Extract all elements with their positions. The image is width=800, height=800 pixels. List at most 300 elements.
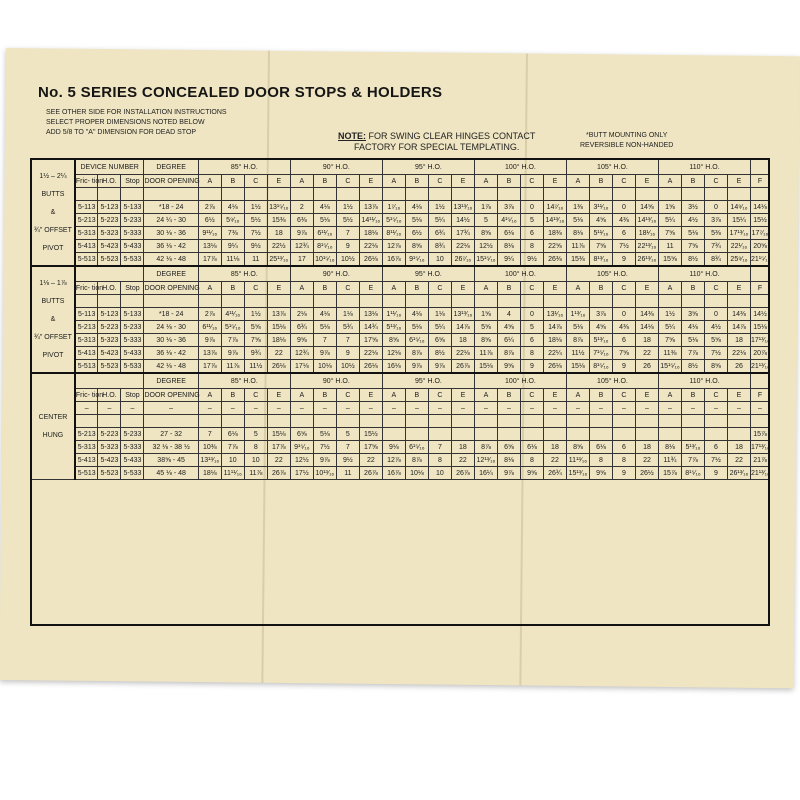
dimension-value: 9⅞	[290, 227, 313, 240]
dimension-value: 15⅛	[474, 360, 497, 374]
dimension-value: 18⅛	[359, 227, 382, 240]
door-opening-value: 45 ⅛ - 48	[144, 467, 198, 480]
table-row	[31, 321, 770, 334]
dimension-value: 13¹⁄₁₆	[543, 308, 566, 321]
spacer-cell	[267, 415, 290, 428]
door-opening-value: 27 - 32	[144, 428, 198, 441]
dimension-letter-header: B	[405, 282, 428, 295]
spacer-cell	[658, 188, 681, 201]
dimension-letter-header: B	[681, 389, 704, 402]
dimension-value: 10½	[336, 253, 359, 267]
dimension-value: 6	[612, 334, 635, 347]
spacer-cell	[612, 295, 635, 308]
dimension-letter-header: C	[704, 175, 727, 188]
spacer-cell: –	[267, 402, 290, 415]
spacer-cell	[336, 188, 359, 201]
spacer-cell	[198, 415, 221, 428]
ho-group-header: 100° H.O.	[474, 266, 566, 282]
dimension-letter-header: A	[566, 389, 589, 402]
dimension-value: 22¼	[543, 347, 566, 360]
dimension-value: 14¾	[359, 321, 382, 334]
table-row	[31, 308, 770, 321]
dimension-value: 4⅛	[313, 308, 336, 321]
spacer-cell	[635, 188, 658, 201]
ho-number: 5-323	[98, 227, 121, 240]
dimension-letter-header: B	[405, 389, 428, 402]
dimension-value: 8⅞	[474, 441, 497, 454]
f-value: 21¹⁵⁄₁₆	[751, 253, 770, 267]
dimension-value: 5¹³⁄₁₆	[382, 321, 405, 334]
f-value: 21¹³⁄₁₆	[751, 360, 770, 374]
dimension-value: 7	[428, 441, 451, 454]
spacer-cell	[497, 188, 520, 201]
dimension-value: 14¹¹⁄₁₆	[359, 214, 382, 227]
spacer-cell: –	[290, 402, 313, 415]
ho-group-header: 95° H.O.	[382, 373, 474, 389]
dimension-letter-header: E	[727, 175, 750, 188]
dimension-value: 10½	[336, 360, 359, 374]
dimension-value: 5¹³⁄₁₆	[681, 441, 704, 454]
dimension-letter-header: A	[566, 175, 589, 188]
dimension-value: 13⅞	[198, 347, 221, 360]
dimension-letter-header: A	[382, 175, 405, 188]
dimension-value: 8⅝	[382, 334, 405, 347]
dimension-value	[635, 428, 658, 441]
dimension-letter-header: A	[474, 282, 497, 295]
dimension-value: 5¼	[428, 321, 451, 334]
dimension-value: 26⁷⁄₁₆	[451, 253, 474, 267]
dimension-value: 14⁹⁄₁₆	[727, 201, 750, 214]
dimension-value: 7½	[704, 347, 727, 360]
dimension-value: 6½	[198, 214, 221, 227]
dimension-value: 3⅝	[681, 308, 704, 321]
dimension-value: 4⅛	[221, 201, 244, 214]
dimension-value: 8⅞	[566, 334, 589, 347]
dimension-value: 1½	[658, 308, 681, 321]
spacer-cell	[382, 188, 405, 201]
dimension-value: 9¼	[497, 253, 520, 267]
dimension-value: 26⅛	[359, 253, 382, 267]
instruction-line: SEE OTHER SIDE FOR INSTALLATION INSTRUCTIONS	[46, 109, 227, 116]
door-opening-value: *18 - 24	[144, 308, 198, 321]
dimension-value: 22⅛	[359, 240, 382, 253]
device-number-header: DEVICE NUMBER	[75, 159, 144, 175]
dimension-value: 8	[520, 454, 543, 467]
spacer-cell	[75, 295, 98, 308]
dimension-value: 22	[267, 454, 290, 467]
dimension-value: 22	[451, 454, 474, 467]
ho-group-header: 85° H.O.	[198, 159, 290, 175]
dimension-value: 9⅝	[589, 467, 612, 480]
dimension-value: 26⅜	[543, 253, 566, 267]
dimension-value: 8½	[681, 360, 704, 374]
spacer-cell	[405, 415, 428, 428]
ho-group-header: 85° H.O.	[198, 266, 290, 282]
table-row	[31, 441, 770, 454]
spacer-cell	[497, 295, 520, 308]
ho-group-header: 100° H.O.	[474, 373, 566, 389]
spacer-cell	[612, 188, 635, 201]
dimension-value: 8	[244, 441, 267, 454]
dimension-value: 13⅛	[359, 308, 382, 321]
dimension-value: 5½	[336, 214, 359, 227]
spacer-cell: –	[75, 402, 98, 415]
dimension-value: 8	[520, 347, 543, 360]
spacer-cell: –	[144, 402, 198, 415]
spacer-cell: –	[313, 402, 336, 415]
dimension-value: 0	[612, 308, 635, 321]
spacer-cell	[267, 295, 290, 308]
spacer-cell	[382, 295, 405, 308]
stop-header: Stop	[121, 389, 144, 402]
spacer-cell	[313, 188, 336, 201]
ho-number: 5-423	[98, 347, 121, 360]
table-row	[31, 214, 770, 227]
dimension-letter-header: B	[681, 175, 704, 188]
dimension-value: 7½	[612, 240, 635, 253]
dimension-value: 10⅜	[198, 441, 221, 454]
dimension-value: 9⅝	[290, 334, 313, 347]
dimension-value: 10¹³⁄₁₆	[313, 467, 336, 480]
spacer-cell: –	[589, 402, 612, 415]
dimension-value: 5¹¹⁄₁₆	[589, 227, 612, 240]
dimension-value: 10	[428, 253, 451, 267]
dimension-letter-header: A	[290, 175, 313, 188]
dimension-letter-header: B	[589, 175, 612, 188]
dimension-value: 8½	[428, 347, 451, 360]
dimension-value: 26	[635, 360, 658, 374]
table-row	[31, 227, 770, 240]
door-opening-value: 42 ⅛ - 48	[144, 360, 198, 374]
dimension-value: 12¾	[290, 240, 313, 253]
ho-group-header: 105° H.O.	[566, 373, 658, 389]
dimension-value: 22½	[267, 240, 290, 253]
friction-number: 5-213	[75, 214, 98, 227]
dimension-value: 18⅛	[198, 467, 221, 480]
dimension-value: 6⅛	[221, 428, 244, 441]
dimension-value: 9	[336, 240, 359, 253]
dimension-value: 22⅛	[451, 347, 474, 360]
dimension-letter-header: B	[589, 389, 612, 402]
spacer-cell	[543, 415, 566, 428]
degree-header: DEGREE	[144, 159, 198, 175]
dimension-letter-header: E	[727, 389, 750, 402]
dimension-value: 22⅛	[451, 240, 474, 253]
dimension-value: 7½	[704, 454, 727, 467]
dimension-value: 8⅛	[566, 227, 589, 240]
dimension-value: 7⅞	[221, 441, 244, 454]
instruction-line: SELECT PROPER DIMENSIONS NOTED BELOW	[46, 119, 205, 126]
dimension-value: 1⅞	[474, 201, 497, 214]
dimension-value: 26¹³⁄₁₆	[727, 467, 750, 480]
table-row	[31, 454, 770, 467]
dimension-value: 5⅛	[681, 334, 704, 347]
dimension-value: 8⅛	[497, 240, 520, 253]
spacer-cell: –	[474, 402, 497, 415]
dimension-value	[681, 428, 704, 441]
ho-number: 5-123	[98, 201, 121, 214]
spacer-cell: –	[121, 402, 144, 415]
dimension-value: 15¹³⁄₁₆	[566, 467, 589, 480]
dimension-value: 7⅝	[681, 240, 704, 253]
section-label-line: PIVOT	[42, 244, 64, 252]
dimension-value: 11	[244, 253, 267, 267]
spacer-cell: –	[359, 402, 382, 415]
dimension-value: 15⅛	[267, 428, 290, 441]
dimension-letter-header: C	[336, 389, 359, 402]
dimension-value: 11	[336, 467, 359, 480]
dimension-letter-header: E	[635, 175, 658, 188]
dimension-value: 6¼	[497, 334, 520, 347]
dimension-value: 9⅞	[313, 454, 336, 467]
dimension-value: 9	[520, 360, 543, 374]
ho-number: 5-323	[98, 334, 121, 347]
table-row	[31, 428, 770, 441]
friction-number: 5-513	[75, 467, 98, 480]
dimension-value: 11⅞	[221, 360, 244, 374]
spacer-cell	[144, 415, 198, 428]
dimension-value: 9¾	[244, 347, 267, 360]
dimension-value: 5	[520, 214, 543, 227]
spacer-cell	[428, 188, 451, 201]
dimension-value	[704, 428, 727, 441]
dimension-letter-header: A	[658, 175, 681, 188]
dimension-value: 5⅛	[405, 321, 428, 334]
spacer-cell	[751, 415, 770, 428]
ho-group-header: 105° H.O.	[566, 266, 658, 282]
dimension-value: 9	[336, 347, 359, 360]
dimension-value: 12¾	[290, 347, 313, 360]
dimension-value: 7⅝	[612, 347, 635, 360]
spacer-cell	[751, 188, 770, 201]
dimension-value: 1⅝	[658, 201, 681, 214]
dimension-value: 8¾	[704, 253, 727, 267]
dimension-value: 5⅛	[313, 428, 336, 441]
dimension-value: 6⅛	[497, 227, 520, 240]
spacer-cell: –	[543, 402, 566, 415]
f-value: 21¹³⁄₁₆	[751, 467, 770, 480]
friction-number: 5-213	[75, 428, 98, 441]
dimension-value: 14⅜	[635, 308, 658, 321]
dimension-value: 25¹³⁄₁₆	[267, 253, 290, 267]
dimension-value: 5⅛	[313, 321, 336, 334]
dimension-value: 6	[704, 441, 727, 454]
table-row	[31, 360, 770, 374]
dimension-letter-header: B	[405, 175, 428, 188]
friction-number: 5-513	[75, 253, 98, 267]
dimension-value: 5⅜	[704, 227, 727, 240]
dimension-value: 18⅜	[543, 227, 566, 240]
dimension-letter-header: B	[221, 389, 244, 402]
dimension-value: 5⅛	[405, 214, 428, 227]
section-label-line: 1½ – 2¼	[39, 172, 67, 180]
dimension-value: 6¹⁵⁄₁₆	[405, 334, 428, 347]
spacer-cell	[75, 188, 98, 201]
spacer-cell	[290, 188, 313, 201]
dimension-value: 14¹³⁄₁₆	[543, 214, 566, 227]
dimension-value: 8¹¹⁄₁₆	[382, 227, 405, 240]
dimension-value: 8⅛	[497, 454, 520, 467]
table-row	[31, 334, 770, 347]
section-label-line: &	[50, 315, 56, 323]
spacer-cell	[313, 295, 336, 308]
dimension-value: 6⅝	[497, 441, 520, 454]
door-opening-value: 30 ⅛ - 36	[144, 334, 198, 347]
ho-number: 5-423	[98, 240, 121, 253]
dimension-value: 6	[520, 334, 543, 347]
section-label-line: CENTER	[38, 413, 68, 421]
section-label-line: HUNG	[42, 431, 64, 439]
dimension-value: 17⅞	[198, 360, 221, 374]
dimension-value: 0	[612, 201, 635, 214]
stop-number: 5-233	[121, 214, 144, 227]
dimension-letter-header: A	[658, 389, 681, 402]
dimension-value: 13¹³⁄₁₆	[198, 454, 221, 467]
dimension-value: 5⅝	[704, 334, 727, 347]
dimension-value: 9⅞	[497, 467, 520, 480]
dimension-value: 13⅞	[267, 308, 290, 321]
dimension-value: 18	[451, 441, 474, 454]
stop-number: 5-233	[121, 428, 144, 441]
dimension-value: 15¹⁵⁄₁₆	[474, 253, 497, 267]
dimension-letter-header: A	[290, 389, 313, 402]
spacer-cell	[474, 415, 497, 428]
degree-header: DEGREE	[144, 266, 198, 282]
dimension-value: 26⅞	[359, 467, 382, 480]
dimension-value: 11½	[566, 347, 589, 360]
spacer-cell	[681, 295, 704, 308]
spacer-cell	[727, 188, 750, 201]
dimension-value: 5⅛	[313, 214, 336, 227]
f-value: 15⅛	[751, 321, 770, 334]
spacer-cell	[382, 415, 405, 428]
dimension-value: 12⅞	[382, 454, 405, 467]
spacer-cell	[704, 295, 727, 308]
dimension-value: 9½	[520, 253, 543, 267]
dimension-letter-header: C	[336, 282, 359, 295]
dimension-value: 9	[612, 467, 635, 480]
dimension-value: 2	[290, 201, 313, 214]
stop-number: 5-133	[121, 201, 144, 214]
dimension-value: 5⅛	[566, 214, 589, 227]
door-opening-value: 24 ¼ - 30	[144, 214, 198, 227]
f-value: 20⅝	[751, 240, 770, 253]
dimension-letter-header: B	[589, 282, 612, 295]
stop-number: 5-433	[121, 347, 144, 360]
section-label-line: ¾" OFFSET	[34, 333, 72, 341]
dimension-letter-header: C	[612, 282, 635, 295]
dimension-value: 18	[635, 334, 658, 347]
section-label-line: BUTTS	[41, 190, 65, 198]
dimension-value: 16⅞	[382, 253, 405, 267]
spacer-cell	[543, 295, 566, 308]
spacer-cell: –	[98, 402, 121, 415]
dimension-value: 8⅝	[704, 360, 727, 374]
spacer-cell	[497, 415, 520, 428]
dimension-value: 8¹⁵⁄₁₆	[589, 360, 612, 374]
dimension-value	[405, 428, 428, 441]
note-line: FOR SWING CLEAR HINGES CONTACT	[368, 131, 536, 141]
dimension-value: 14⅞	[727, 321, 750, 334]
dimension-value: 2⅞	[198, 201, 221, 214]
dimension-value: 15¹⁵⁄₁₆	[658, 360, 681, 374]
dimension-value: 11¹¹⁄₁₆	[221, 467, 244, 480]
spacer-cell	[244, 415, 267, 428]
door-opening-value: *18 - 24	[144, 201, 198, 214]
dimension-value: 7⅞	[681, 454, 704, 467]
dimension-value: 5¾	[336, 321, 359, 334]
dimension-value: 11⅞	[566, 240, 589, 253]
dimension-value: 9½	[336, 454, 359, 467]
spacer-cell	[428, 295, 451, 308]
dimension-value: 12⅛	[382, 347, 405, 360]
dimension-value: 10⅛	[313, 360, 336, 374]
dimension-value: 9⅞	[428, 360, 451, 374]
dimension-value: 7⅝	[244, 334, 267, 347]
friction-header: Fric- tion	[75, 175, 98, 188]
dimension-letter-header: A	[382, 389, 405, 402]
friction-number: 5-113	[75, 201, 98, 214]
dimension-value: 7⅜	[221, 227, 244, 240]
dimension-value: 9⅞	[405, 360, 428, 374]
ho-header: H.O.	[98, 389, 121, 402]
dimension-value: 17⅝	[359, 334, 382, 347]
ho-number: 5-223	[98, 214, 121, 227]
f-value: 17¹³⁄₁₆	[751, 441, 770, 454]
f-header: F	[751, 175, 770, 188]
dimension-value: 26⅞	[451, 360, 474, 374]
ho-group-header: 95° H.O.	[382, 266, 474, 282]
dimension-value: 1¹³⁄₁₆	[566, 308, 589, 321]
dimension-letter-header: E	[451, 282, 474, 295]
dimension-value: 4⅝	[497, 321, 520, 334]
dimension-value: 4⅛	[681, 321, 704, 334]
friction-number: 5-113	[75, 308, 98, 321]
dimension-value: 15⅛	[267, 321, 290, 334]
dimension-value: 4½	[681, 214, 704, 227]
f-value: 14½	[751, 308, 770, 321]
dimension-value: 15⅞	[658, 467, 681, 480]
dimension-value	[612, 428, 635, 441]
door-opening-value: 32 ⅛ - 38 ½	[144, 441, 198, 454]
dimension-value: 8½	[681, 253, 704, 267]
dimension-value: 5½	[244, 214, 267, 227]
dimension-value: 11½	[244, 360, 267, 374]
door-opening-value: 24 ⅛ - 30	[144, 321, 198, 334]
dimension-letter-header: A	[474, 389, 497, 402]
dimension-letter-header: A	[198, 175, 221, 188]
dimension-letter-header: B	[221, 282, 244, 295]
dimension-value	[727, 428, 750, 441]
dimension-value: 6¹¹⁄₁₆	[198, 321, 221, 334]
dimension-value: 13¹³⁄₁₆	[451, 308, 474, 321]
door-opening-value: 30 ⅛ - 36	[144, 227, 198, 240]
section-label-line: PIVOT	[42, 351, 64, 359]
dimension-value: 15⅛	[566, 360, 589, 374]
dimension-value: 1⅝	[474, 308, 497, 321]
f-header: F	[751, 282, 770, 295]
spacer-cell: –	[658, 402, 681, 415]
dimension-value: 10	[221, 454, 244, 467]
spacer-cell	[290, 415, 313, 428]
dimension-value: 5	[244, 428, 267, 441]
spacer-cell	[751, 295, 770, 308]
table-row	[31, 347, 770, 360]
spacer-cell	[359, 188, 382, 201]
dimension-letter-header: B	[681, 282, 704, 295]
f-value: 17⁷⁄₁₆	[751, 227, 770, 240]
dimension-letter-header: A	[566, 282, 589, 295]
